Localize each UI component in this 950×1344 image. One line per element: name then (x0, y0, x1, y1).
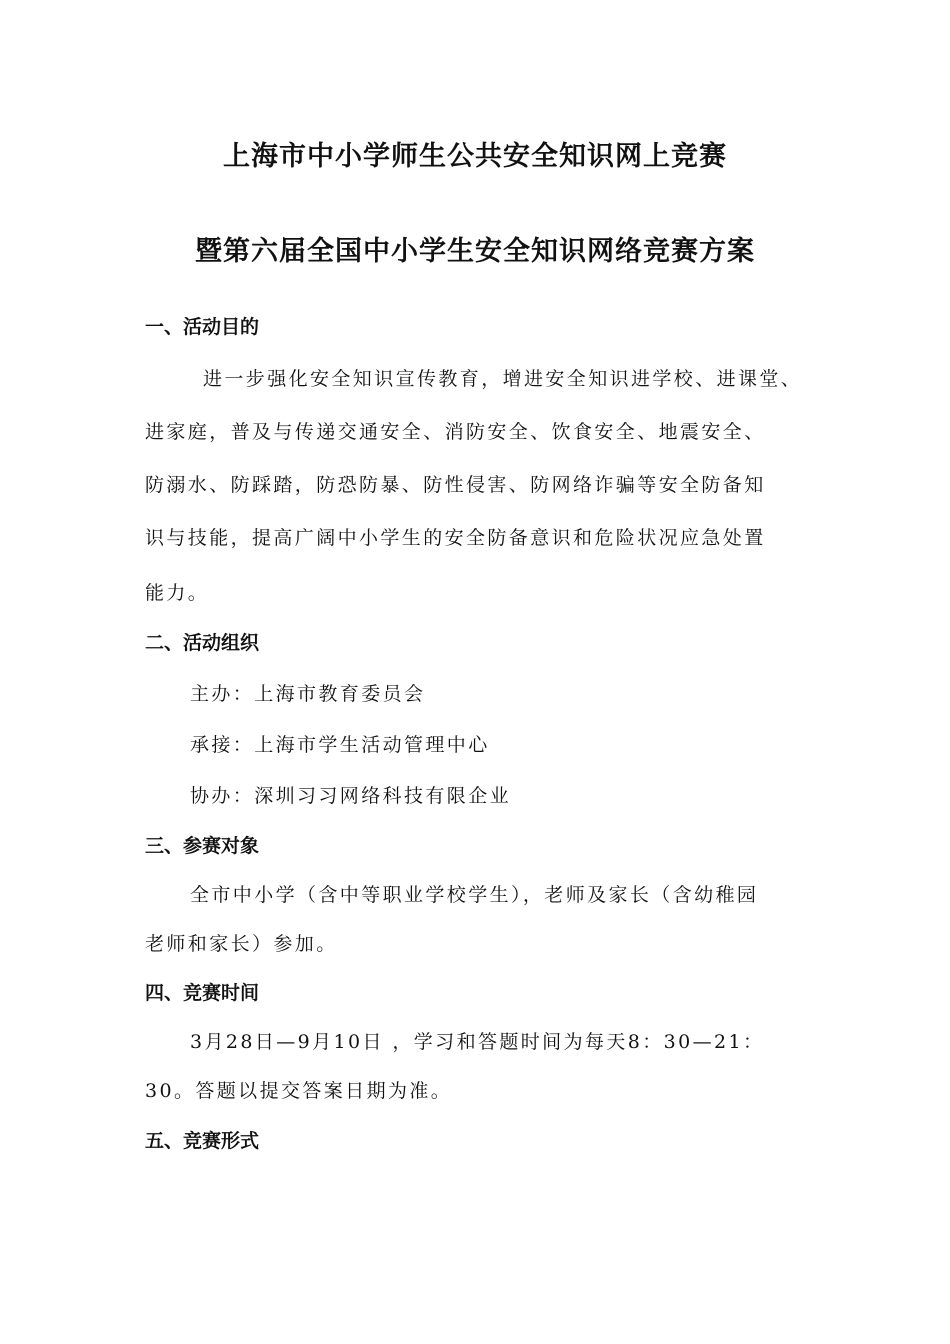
paragraph-line: 3月28日—9月10日 ，学习和答题时间为每天8：30—21： (190, 1031, 765, 1053)
paragraph-line: 老师和家长）参加。 (145, 933, 338, 955)
document-title-line1: 上海市中小学师生公共安全知识网上竞赛 (223, 141, 727, 172)
section-heading-participants: 三、参赛对象 (145, 835, 260, 857)
paragraph-line: 能力。 (145, 582, 210, 604)
section-heading-purpose: 一、活动目的 (145, 316, 260, 338)
section-heading-format: 五、竞赛形式 (145, 1130, 260, 1152)
section-heading-organization: 二、活动组织 (145, 632, 260, 654)
paragraph-line: 进一步强化安全知识宣传教育，增进安全知识进学校、进课堂、 (203, 368, 803, 390)
document-title-line2: 暨第六届全国中小学生安全知识网络竞赛方案 (195, 236, 755, 267)
undertaker-line: 承接：上海市学生活动管理中心 (190, 734, 490, 756)
paragraph-line: 识与技能，提高广阔中小学生的安全防备意识和危险状况应急处置 (145, 527, 766, 549)
paragraph-line: 防溺水、防踩踏，防恐防暴、防性侵害、防网络诈骗等安全防备知 (145, 474, 766, 496)
section-heading-time: 四、竞赛时间 (145, 982, 260, 1004)
paragraph-line: 30。答题以提交答案日期为准。 (145, 1080, 453, 1102)
paragraph-line: 全市中小学（含中等职业学校学生），老师及家长（含幼稚园 (190, 884, 759, 906)
organizer-line: 主办：上海市教育委员会 (190, 683, 426, 705)
co-organizer-line: 协办：深圳习习网络科技有限企业 (190, 785, 512, 807)
paragraph-line: 进家庭，普及与传递交通安全、消防安全、饮食安全、地震安全、 (145, 421, 766, 443)
